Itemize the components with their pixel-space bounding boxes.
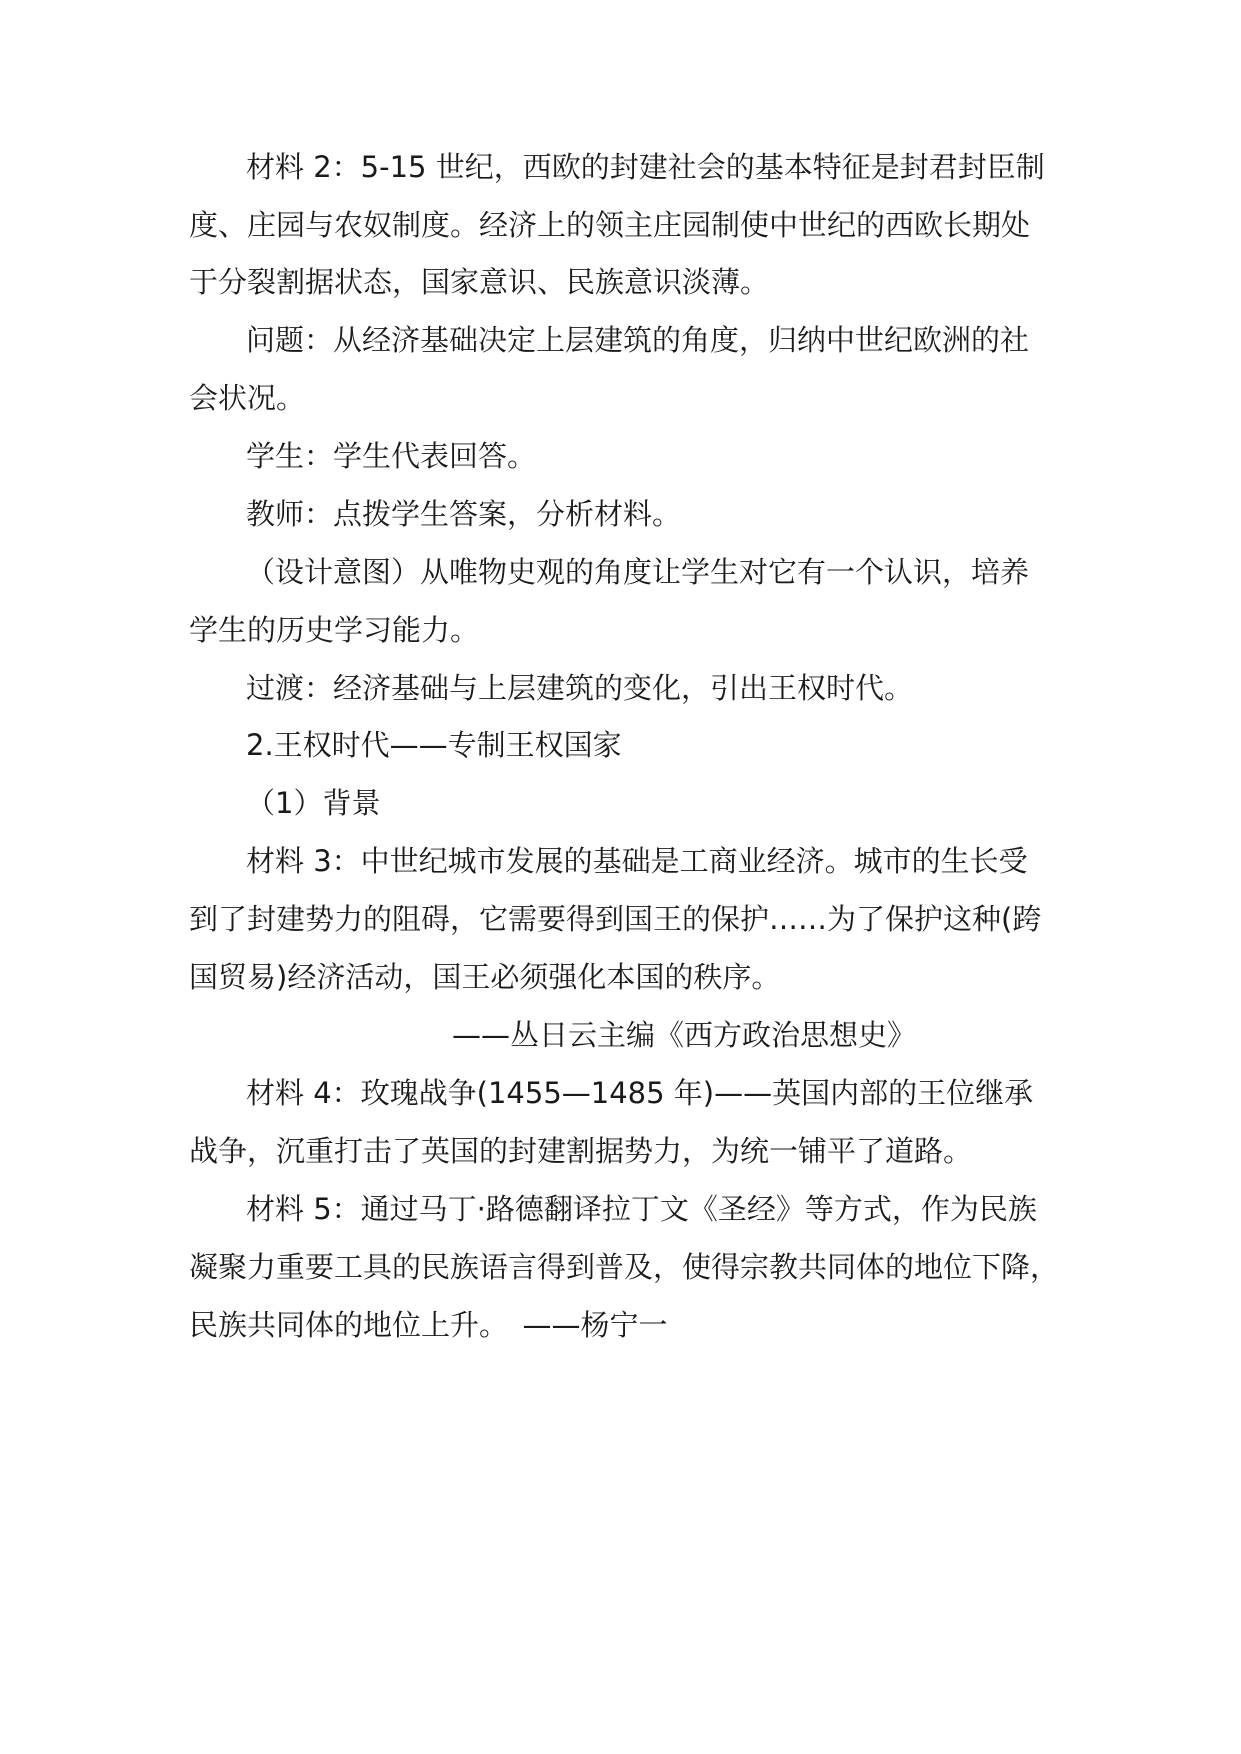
subsection-heading: （1）背景 — [246, 786, 381, 820]
material-5-line-3: 民族共同体的地位上升。 ——杨宁一 — [189, 1308, 668, 1342]
material-5-line-2: 凝聚力重要工具的民族语言得到普及，使得宗教共同体的地位下降， — [189, 1250, 1060, 1284]
material-4-line-1: 材料 4：玫瑰战争(1455—1485 年)——英国内部的王位继承 — [246, 1076, 1034, 1110]
material-2-line-3: 于分裂割据状态，国家意识、民族意识淡薄。 — [189, 265, 770, 299]
design-intent-line-1: （设计意图）从唯物史观的角度让学生对它有一个认识，培养 — [246, 555, 1030, 589]
transition-line: 过渡：经济基础与上层建筑的变化，引出王权时代。 — [246, 671, 914, 705]
material-3-line-3: 国贸易)经济活动，国王必须强化本国的秩序。 — [189, 960, 781, 994]
material-4-line-2: 战争，沉重打击了英国的封建割据势力，为统一铺平了道路。 — [189, 1134, 973, 1168]
material-3-line-2: 到了封建势力的阻碍，它需要得到国王的保护……为了保护这种(跨 — [189, 902, 1042, 936]
question-line-2: 会状况。 — [189, 381, 306, 415]
material-3-line-1: 材料 3：中世纪城市发展的基础是工商业经济。城市的生长受 — [246, 844, 1028, 878]
material-5-line-1: 材料 5：通过马丁·路德翻译拉丁文《圣经》等方式，作为民族 — [246, 1192, 1037, 1226]
student-line: 学生：学生代表回答。 — [246, 439, 537, 473]
material-2-line-1: 材料 2：5-15 世纪，西欧的封建社会的基本特征是封君封臣制 — [246, 150, 1045, 184]
citation-line: ——丛日云主编《西方政治思想史》 — [452, 1018, 917, 1052]
design-intent-line-2: 学生的历史学习能力。 — [189, 613, 480, 647]
section-heading: 2.王权时代——专制王权国家 — [246, 728, 622, 762]
question-line-1: 问题：从经济基础决定上层建筑的角度，归纳中世纪欧洲的社 — [246, 323, 1030, 357]
material-2-line-2: 度、庄园与农奴制度。经济上的领主庄园制使中世纪的西欧长期处 — [189, 208, 1031, 242]
teacher-line: 教师：点拨学生答案，分析材料。 — [246, 497, 682, 531]
